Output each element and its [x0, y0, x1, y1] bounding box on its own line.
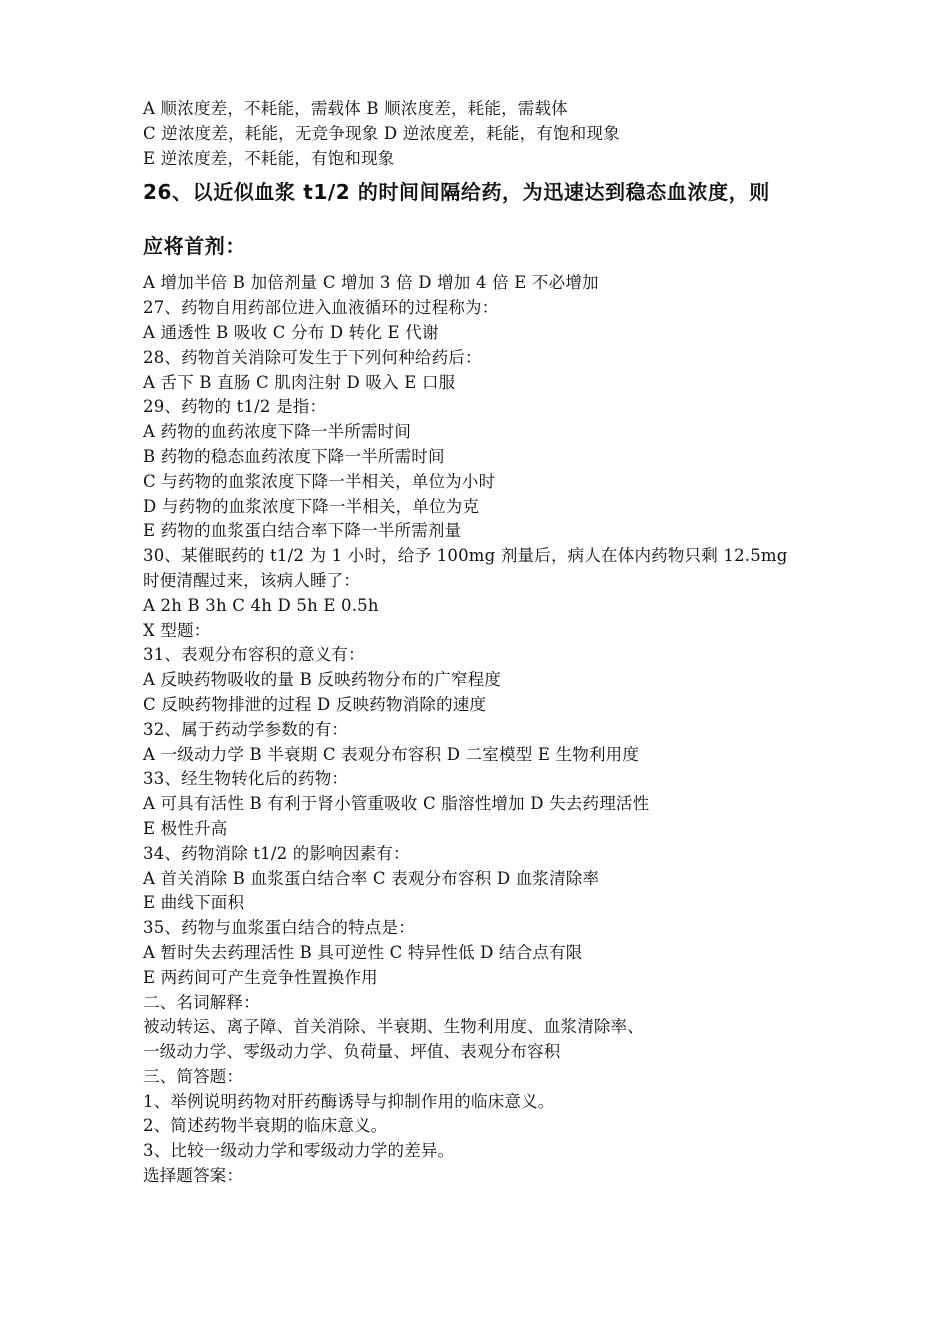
text-line: 33、经生物转化后的药物：	[143, 769, 349, 789]
text-line: 选择题答案：	[143, 1166, 244, 1186]
text-line: A 舌下 B 直肠 C 肌肉注射 D 吸入 E 口服	[143, 372, 456, 392]
text-line: 34、药物消除 t1/2 的影响因素有：	[143, 843, 410, 863]
q26-heading-line-1: 26、以近似血浆 t1/2 的时间间隔给药，为迅速达到稳态血浓度，则	[143, 180, 770, 205]
text-line: 28、药物首关消除可发生于下列何种给药后：	[143, 347, 482, 367]
text-line: 30、某催眠药的 t1/2 为 1 小时，给予 100mg 剂量后，病人在体内药物只剩 12.5mg	[143, 546, 788, 566]
text-line: 3、比较一级动力学和零级动力学的差异。	[143, 1141, 455, 1161]
text-line: C 反映药物排泄的过程 D 反映药物消除的速度	[143, 694, 487, 714]
text-line: A 2h B 3h C 4h D 5h E 0.5h	[143, 595, 379, 615]
text-line: 二、名词解释：	[143, 992, 260, 1012]
text-line: A 通透性 B 吸收 C 分布 D 转化 E 代谢	[143, 322, 439, 342]
text-line: 三、简答题：	[143, 1066, 244, 1086]
text-line: A 增加半倍 B 加倍剂量 C 增加 3 倍 D 增加 4 倍 E 不必增加	[143, 273, 599, 293]
text-line: 1、举例说明药物对肝药酶诱导与抑制作用的临床意义。	[143, 1091, 555, 1111]
text-line: X 型题：	[143, 620, 211, 640]
question-list	[143, 271, 823, 1188]
text-line: C 与药物的血浆浓度下降一半相关，单位为小时	[143, 471, 496, 491]
text-line: A 药物的血药浓度下降一半所需时间	[143, 422, 412, 442]
q25-option-line-2: C 逆浓度差，耗能，无竞争现象 D 逆浓度差，耗能，有饱和现象	[143, 123, 620, 143]
text-line: 29、药物的 t1/2 是指：	[143, 397, 327, 417]
text-line: A 可具有活性 B 有利于肾小管重吸收 C 脂溶性增加 D 失去药理活性	[143, 794, 650, 814]
text-line: 31、表观分布容积的意义有：	[143, 645, 365, 665]
q25-options	[143, 97, 823, 171]
q25-option-line-3: E 逆浓度差，不耗能，有饱和现象	[143, 148, 395, 168]
text-line: E 药物的血浆蛋白结合率下降一半所需剂量	[143, 521, 462, 541]
text-line: A 反映药物吸收的量 B 反映药物分布的广窄程度	[143, 670, 502, 690]
q26-heading-line-2: 应将首剂：	[143, 234, 246, 259]
text-line: A 暂时失去药理活性 B 具可逆性 C 特异性低 D 结合点有限	[143, 942, 583, 962]
text-line: E 两药间可产生竞争性置换作用	[143, 967, 378, 987]
text-line: 2、简述药物半衰期的临床意义。	[143, 1116, 388, 1136]
q25-option-line-1: A 顺浓度差，不耗能，需载体 B 顺浓度差，耗能，需载体	[143, 99, 568, 118]
text-line: 27、药物自用药部位进入血液循环的过程称为：	[143, 298, 499, 318]
text-line: E 曲线下面积	[143, 893, 245, 913]
text-line: 35、药物与血浆蛋白结合的特点是：	[143, 918, 415, 938]
text-line: 时便清醒过来，该病人睡了：	[143, 570, 361, 590]
text-line: B 药物的稳态血药浓度下降一半所需时间	[143, 446, 445, 466]
text-line: 被动转运、离子障、首关消除、半衰期、生物利用度、血浆清除率、	[143, 1017, 644, 1037]
text-line: E 极性升高	[143, 818, 228, 838]
text-line: 32、属于药动学参数的有：	[143, 719, 349, 739]
document-page	[143, 97, 823, 1189]
text-line: D 与药物的血浆浓度下降一半相关，单位为克	[143, 496, 480, 516]
text-line: A 首关消除 B 血浆蛋白结合率 C 表观分布容积 D 血浆清除率	[143, 868, 600, 888]
text-line: A 一级动力学 B 半衰期 C 表观分布容积 D 二室模型 E 生物利用度	[143, 744, 640, 764]
text-line: 一级动力学、零级动力学、负荷量、坪值、表观分布容积	[143, 1042, 561, 1062]
